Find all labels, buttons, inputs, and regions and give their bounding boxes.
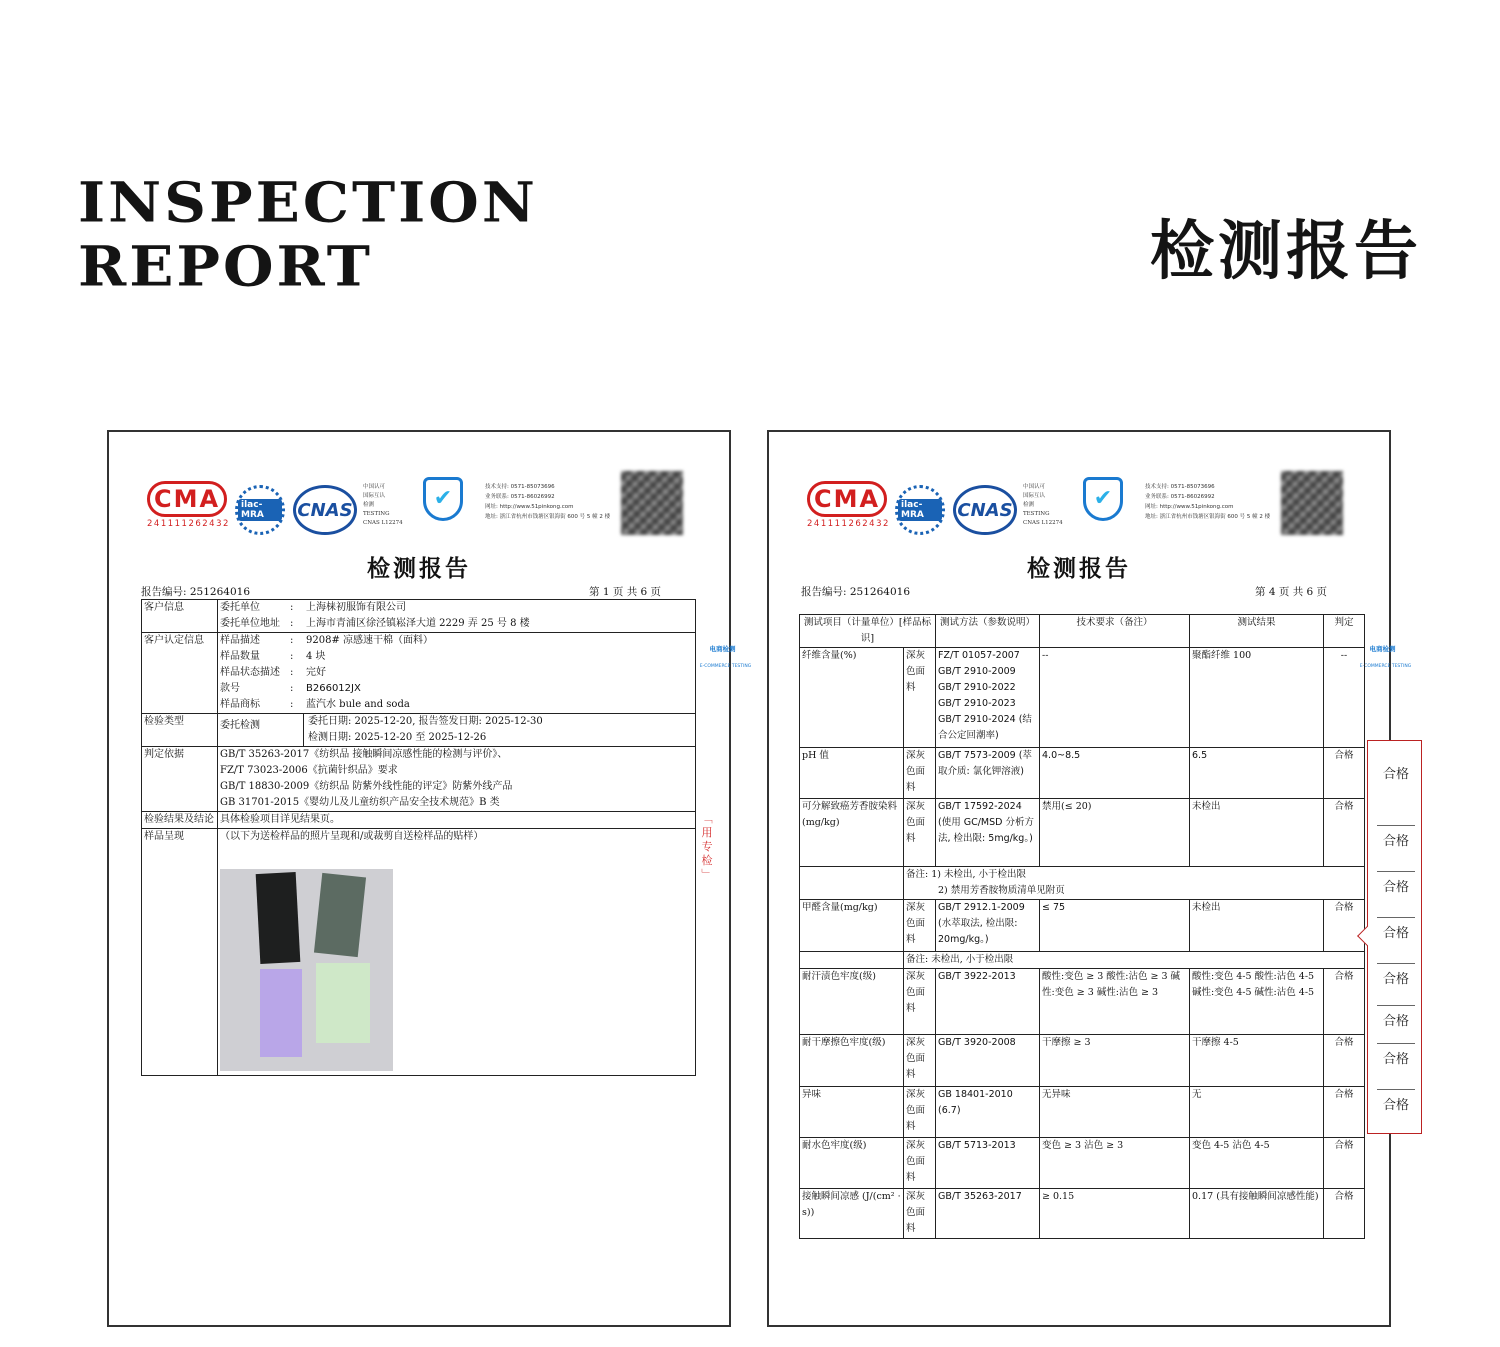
cma-logo (147, 481, 230, 529)
cnas-logo: CNAS (953, 485, 1017, 535)
seal-stamp-fragment: ﹁ 用 专 检 ﹂ (701, 812, 713, 881)
basis-line: FZ/T 73023-2006《抗菌针织品》要求 (220, 765, 398, 776)
cell-color: 深灰色面料 (904, 748, 936, 799)
cma-number: 241111262432 (147, 519, 230, 529)
cell-result: 无 (1190, 1087, 1324, 1138)
cell-item: 耐水色牢度(级) (800, 1138, 904, 1189)
cell-item: 接触瞬间凉感 (J/(cm² · s)) (800, 1189, 904, 1239)
verdict-item: 合格 (1382, 1098, 1409, 1113)
row-label: 样品呈现 (142, 829, 218, 1076)
verdict-divider (1377, 825, 1415, 826)
cell-verdict: 合格 (1324, 969, 1365, 1035)
row-value: 委托单位 : 上海梾初服饰有限公司 委托单位地址 : 上海市青浦区徐泾镇崧泽大道 2229 弄 25 号 8 楼 (218, 600, 696, 633)
cnas-caption-line: 中国认可 (1023, 484, 1046, 490)
shield-caption-en: E-COMMERCE TESTING (699, 664, 752, 669)
table-row (142, 600, 696, 633)
cell-req: ≤ 75 (1040, 900, 1190, 952)
row-value (218, 829, 696, 1076)
hero-title-line2: REPORT (78, 234, 373, 299)
cma-logo (807, 481, 890, 529)
doc-title: 检测报告 (367, 555, 471, 582)
field-label: 委托单位地址 (220, 618, 280, 629)
verdict-item: 合格 (1382, 834, 1409, 849)
table-row (800, 900, 1365, 952)
cell-method: GB/T 7573-2009 (萃取介质: 氯化钾溶液) (936, 748, 1040, 799)
cell-result: 聚酯纤维 100 (1190, 648, 1324, 748)
verdict-item: 合格 (1382, 767, 1409, 782)
cell-verdict: 合格 (1324, 799, 1365, 867)
table-row (800, 799, 1365, 867)
note-azo (904, 867, 1365, 900)
basis-line: GB 31701-2015《婴幼儿及儿童纺织产品安全技术规范》B 类 (220, 797, 500, 808)
cell-verdict: 合格 (1324, 1087, 1365, 1138)
contact-line: 技术支持: 0571-85073696 (1145, 484, 1215, 490)
test-type: 委托检测 (218, 714, 304, 746)
cnas-caption (363, 483, 403, 528)
field-value: 上海梾初服饰有限公司 (306, 602, 406, 613)
cell-result: 变色 4-5 沾色 4-5 (1190, 1138, 1324, 1189)
row-value (218, 714, 696, 747)
hero-title-line1: INSPECTION (78, 170, 538, 235)
verdict-item: 合格 (1382, 1052, 1409, 1067)
shield-caption-en: E-COMMERCE TESTING (1359, 664, 1412, 669)
verdict-divider (1377, 1043, 1415, 1044)
client-info-table (141, 599, 696, 1076)
basis-line: GB/T 35263-2017《纺织品 接触瞬间凉感性能的检测与评价》、 (220, 749, 508, 760)
page-info: 第 1 页 共 6 页 (589, 586, 662, 598)
verdict-divider (1377, 963, 1415, 964)
contact-line: 地址: 浙江省杭州市钱塘区银海街 600 号 5 幢 2 楼 (485, 514, 611, 520)
cell-result: 0.17 (具有接触瞬间凉感性能) (1190, 1189, 1324, 1239)
cnas-caption-line: TESTING (363, 511, 390, 517)
cnas-caption-line: 检测 (1023, 502, 1035, 508)
row-value (218, 747, 696, 812)
report-number: 报告编号: 251264016 (801, 586, 910, 598)
cma-logo-text: CMA (147, 481, 227, 517)
ilac-logo-text: ilac-MRA (898, 499, 942, 521)
cell-req: 变色 ≥ 3 沾色 ≥ 3 (1040, 1138, 1190, 1189)
field-label: 样品数量 (220, 651, 260, 662)
contact-line: 网址: http://www.51pinkong.com (485, 504, 574, 510)
basis-line: GB/T 18830-2009《纺织品 防紫外线性能的评定》防紫外线产品 (220, 781, 513, 792)
table-row (800, 969, 1365, 1035)
cell-item: 耐干摩擦色牢度(级) (800, 1035, 904, 1087)
cell-req: ≥ 0.15 (1040, 1189, 1190, 1239)
table-row (800, 1189, 1365, 1239)
verdict-divider (1377, 1089, 1415, 1090)
report-number: 报告编号: 251264016 (141, 586, 250, 598)
cell-color: 深灰色面料 (904, 1087, 936, 1138)
hero-title-en (78, 172, 538, 300)
table-note-row (800, 952, 1365, 969)
test-results-table (799, 614, 1365, 1239)
cell-method: GB/T 35263-2017 (936, 1189, 1040, 1239)
table-row (800, 748, 1365, 799)
qr-code-image (621, 471, 683, 535)
doc-title: 检测报告 (1027, 555, 1131, 582)
note-line: 2) 禁用芳香胺物质清单见附页 (938, 885, 1065, 896)
cell-color: 深灰色面料 (904, 1035, 936, 1087)
ilac-mra-logo (895, 485, 945, 535)
sample-swatch-purple (260, 969, 302, 1057)
verdict-item: 合格 (1382, 972, 1409, 987)
cell-item: pH 值 (800, 748, 904, 799)
field-label: 样品状态描述 (220, 667, 280, 678)
cnas-caption-line: 国际互认 (363, 493, 386, 499)
note-hcho: 备注: 未检出, 小于检出限 (904, 952, 1365, 969)
contact-line: 地址: 浙江省杭州市钱塘区银海街 600 号 5 幢 2 楼 (1145, 514, 1271, 520)
cma-number: 241111262432 (807, 519, 890, 529)
cell-verdict: 合格 (1324, 1189, 1365, 1239)
field-value: 上海市青浦区徐泾镇崧泽大道 2229 弄 25 号 8 楼 (306, 618, 530, 629)
cell-method: GB/T 3922-2013 (936, 969, 1040, 1035)
cell-item: 纤维含量(%) (800, 648, 904, 748)
field-value: B266012JX (306, 683, 361, 694)
cell-result: 未检出 (1190, 900, 1324, 952)
cell-item: 耐汗渍色牢度(级) (800, 969, 904, 1035)
qr-code-image (1281, 471, 1343, 535)
cell-item: 可分解致癌芳香胺染料(mg/kg) (800, 799, 904, 867)
cell-verdict: 合格 (1324, 900, 1365, 952)
verdict-callout (1367, 740, 1422, 1134)
cell-color: 深灰色面料 (904, 900, 936, 952)
cnas-caption-line: 国际互认 (1023, 493, 1046, 499)
table-row (800, 1087, 1365, 1138)
table-row (142, 829, 696, 1076)
cell-req: 酸性:变色 ≥ 3 酸性:沾色 ≥ 3 碱性:变色 ≥ 3 碱性:沾色 ≥ 3 (1040, 969, 1190, 1035)
cell-method: GB/T 5713-2013 (936, 1138, 1040, 1189)
field-label: 样品商标 (220, 699, 260, 710)
row-label: 判定依据 (142, 747, 218, 812)
table-row (142, 714, 696, 747)
present-note: （以下为送检样品的照片呈现和/或裁剪自送检样品的贴样） (220, 831, 484, 842)
shield-caption: 电商检测 (1369, 645, 1396, 653)
cell-item: 异味 (800, 1087, 904, 1138)
table-row (142, 747, 696, 812)
verdict-divider (1377, 917, 1415, 918)
dates-line: 委托日期: 2025-12-20, 报告签发日期: 2025-12-30 (308, 716, 543, 727)
contact-line: 业务联系: 0571-86026992 (485, 494, 555, 500)
report-page-1 (107, 430, 752, 1327)
contact-line: 业务联系: 0571-86026992 (1145, 494, 1215, 500)
cnas-caption-line: CNAS L12274 (363, 520, 403, 526)
table-row (800, 648, 1365, 748)
sample-photo (220, 869, 393, 1071)
verdict-item: 合格 (1382, 1014, 1409, 1029)
sample-swatch-black (256, 872, 301, 964)
verdict-item: 合格 (1382, 880, 1409, 895)
column-header: 判定 (1324, 615, 1365, 648)
cell-method: GB/T 17592-2024 (使用 GC/MSD 分析方法, 检出限: 5mg/kg。) (936, 799, 1040, 867)
verdict-item: 合格 (1382, 926, 1409, 941)
cnas-caption-line: 检测 (363, 502, 375, 508)
cell-req: 禁用(≤ 20) (1040, 799, 1190, 867)
cell-color: 深灰色面料 (904, 1189, 936, 1239)
cell-item: 甲醛含量(mg/kg) (800, 900, 904, 952)
ilac-logo-text: ilac-MRA (238, 499, 282, 521)
field-label: 委托单位 (220, 602, 260, 613)
cell-verdict: 合格 (1324, 1138, 1365, 1189)
field-value: 完好 (306, 667, 326, 678)
cell-req: -- (1040, 648, 1190, 748)
verdict-divider (1377, 1005, 1415, 1006)
contact-info (485, 482, 615, 522)
row-label: 检验类型 (142, 714, 218, 747)
shield-caption: 电商检测 (709, 645, 736, 653)
cell-result: 6.5 (1190, 748, 1324, 799)
cell-method: FZ/T 01057-2007 GB/T 2910-2009 GB/T 2910-2022 GB/T 2910-2023 GB/T 2910-2024 (结合公定回潮率) (936, 648, 1040, 748)
cell-method: GB/T 3920-2008 (936, 1035, 1040, 1087)
table-header-row (800, 615, 1365, 648)
table-row (800, 1035, 1365, 1087)
field-value: 蓝汽水 bule and soda (306, 699, 410, 710)
verdict-divider (1377, 871, 1415, 872)
cell-verdict: 合格 (1324, 748, 1365, 799)
field-value: 9208# 凉感速干棉（面料） (306, 635, 434, 646)
cma-logo-text: CMA (807, 481, 887, 517)
cnas-caption (1023, 483, 1063, 528)
cell-color: 深灰色面料 (904, 799, 936, 867)
shield-check-icon: ✔ (1083, 477, 1123, 521)
note-line: 备注: 1) 未检出, 小于检出限 (906, 869, 1027, 880)
cell-verdict: 合格 (1324, 1035, 1365, 1087)
cell-result: 干摩擦 4-5 (1190, 1035, 1324, 1087)
cnas-logo: CNAS (293, 485, 357, 535)
field-label: 样品描述 (220, 635, 260, 646)
cnas-caption-line: CNAS L12274 (1023, 520, 1063, 526)
cnas-caption-line: TESTING (1023, 511, 1050, 517)
contact-line: 技术支持: 0571-85073696 (485, 484, 555, 490)
contact-line: 网址: http://www.51pinkong.com (1145, 504, 1234, 510)
cell-req: 干摩擦 ≥ 3 (1040, 1035, 1190, 1087)
page-info: 第 4 页 共 6 页 (1255, 586, 1328, 598)
shield-check-icon: ✔ (423, 477, 463, 521)
column-header: 测试结果 (1190, 615, 1324, 648)
column-header: 技术要求（备注） (1040, 615, 1190, 648)
cell-method: GB/T 2912.1-2009 (水萃取法, 检出限: 20mg/kg。) (936, 900, 1040, 952)
column-header: 测试项目（计量单位）[样品标识] (800, 615, 936, 648)
hero-title-cn: 检测报告 (1150, 215, 1422, 289)
sample-swatch-green (314, 873, 366, 957)
row-label: 客户认定信息 (142, 633, 218, 714)
column-header: 测试方法（参数说明） (936, 615, 1040, 648)
cell-req: 无异味 (1040, 1087, 1190, 1138)
contact-info (1145, 482, 1275, 522)
cell-color: 深灰色面料 (904, 648, 936, 748)
dates-line: 检测日期: 2025-12-20 至 2025-12-26 (308, 732, 487, 743)
row-value: 具体检验项目详见结果页。 (218, 812, 696, 829)
cnas-caption-line: 中国认可 (363, 484, 386, 490)
cell-result: 未检出 (1190, 799, 1324, 867)
row-label: 客户信息 (142, 600, 218, 633)
cell-method: GB 18401-2010 (6.7) (936, 1087, 1040, 1138)
field-label: 款号 (220, 683, 240, 694)
cell-verdict: -- (1324, 648, 1365, 748)
row-value: 样品描述 : 9208# 凉感速干棉（面料） 样品数量 : 4 块 样品状态描述 : 完好 款号 : B266012JX 样品商标 : 蓝汽水 bule and soda (218, 633, 696, 714)
row-label: 检验结果及结论 (142, 812, 218, 829)
cell-color: 深灰色面料 (904, 1138, 936, 1189)
table-row (142, 633, 696, 714)
report-page-4 (767, 430, 1412, 1327)
table-row (142, 812, 696, 829)
table-note-row (800, 867, 1365, 900)
ilac-mra-logo (235, 485, 285, 535)
cell-result: 酸性:变色 4-5 酸性:沾色 4-5 碱性:变色 4-5 碱性:沾色 4-5 (1190, 969, 1324, 1035)
cell-color: 深灰色面料 (904, 969, 936, 1035)
sample-swatch-mint (316, 963, 370, 1043)
table-row (800, 1138, 1365, 1189)
field-value: 4 块 (306, 651, 326, 662)
cell-req: 4.0~8.5 (1040, 748, 1190, 799)
